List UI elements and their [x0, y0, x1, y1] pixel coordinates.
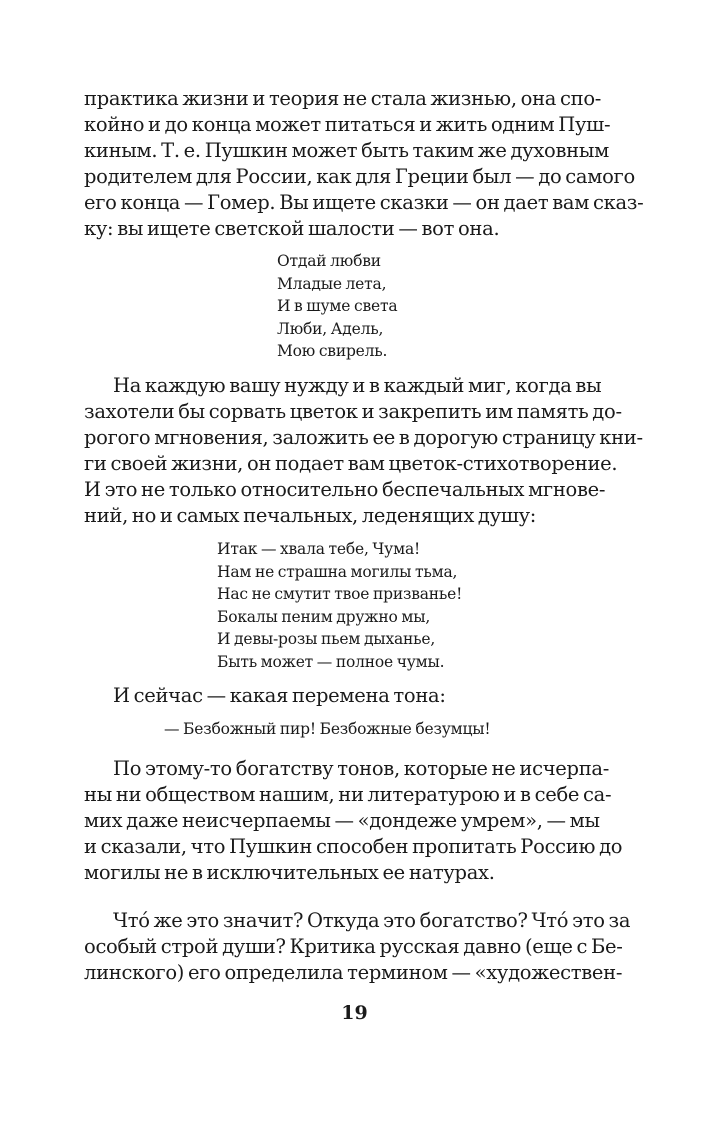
verse-line: Нам не страшна могилы тьма,	[217, 562, 458, 581]
text-line: ку: вы ищете светской шалости — вот она.	[84, 217, 500, 240]
verse-line: Нас не смутит твое призванье!	[217, 585, 463, 604]
verse-line: Отдай любви	[277, 252, 381, 270]
text-line: и сказали, что Пушкин способен пропитать Россию до	[84, 835, 623, 858]
text-line: рогого мгновения, заложить ее в дорогую страницу кни-	[84, 426, 643, 449]
text-line: мих даже неисчерпаемы — «дондеже умрем», — мы	[84, 809, 600, 832]
text-line: практика жизни и теория не стала жизнью, она спо-	[84, 87, 602, 110]
text-line: ги своей жизни, он подает вам цветок-стихотворение.	[84, 452, 618, 475]
verse-line: И девы-розы пьем дыханье,	[217, 630, 436, 649]
verse-line: Итак — хвала тебе, Чума!	[217, 540, 421, 558]
verse-line: Бокалы пеним дружно мы,	[217, 607, 431, 626]
verse-line: Люби, Адель,	[277, 319, 384, 338]
verse-3	[164, 718, 490, 741]
paragraph-3: И сейчас — какая перемена тона:	[113, 684, 446, 707]
text-line: линского) его определила термином — «художествен-	[84, 961, 623, 984]
verse-line: Младые лета,	[277, 274, 387, 293]
page-number: 19	[341, 1002, 368, 1024]
verse-line: Быть может — полное чумы.	[217, 652, 445, 671]
text-line: могилы не в исключительных ее натурах.	[84, 861, 495, 884]
verse-line: И в шуме света	[277, 297, 398, 316]
text-line: Чтó же это значит? Откуда это богатство? Чтó это за	[113, 909, 631, 932]
text-line: На каждую вашу нужду и в каждый миг, когда вы	[113, 374, 602, 397]
text-line: ны ни обществом нашим, ни литературою и в себе са-	[84, 783, 612, 806]
verse-1	[277, 250, 397, 363]
verse-line: Мою свирель.	[277, 342, 388, 361]
text-line: койно и до конца может питаться и жить одним Пуш-	[84, 113, 611, 136]
text-line: ний, но и самых печальных, леденящих душу:	[84, 504, 537, 527]
text-line: захотели бы сорвать цветок и закрепить им память до-	[84, 400, 622, 423]
text-line: По этому-то богатству тонов, которые не исчерпа-	[113, 757, 610, 780]
text-line: особый строй души? Критика русская давно (еще с Бе-	[84, 935, 623, 958]
verse-2	[217, 538, 462, 674]
text-line: И это не только относительно беспечальных мгнове-	[84, 478, 606, 501]
verse-line: — Безбожный пир! Безбожные безумцы!	[164, 720, 491, 738]
text-line: родителем для России, как для Греции был — до самого	[84, 165, 635, 188]
text-line: его конца — Гомер. Вы ищете сказки — он дает вам сказ-	[84, 191, 644, 214]
text-line: киным. Т. е. Пушкин может быть таким же духовным	[84, 139, 609, 162]
